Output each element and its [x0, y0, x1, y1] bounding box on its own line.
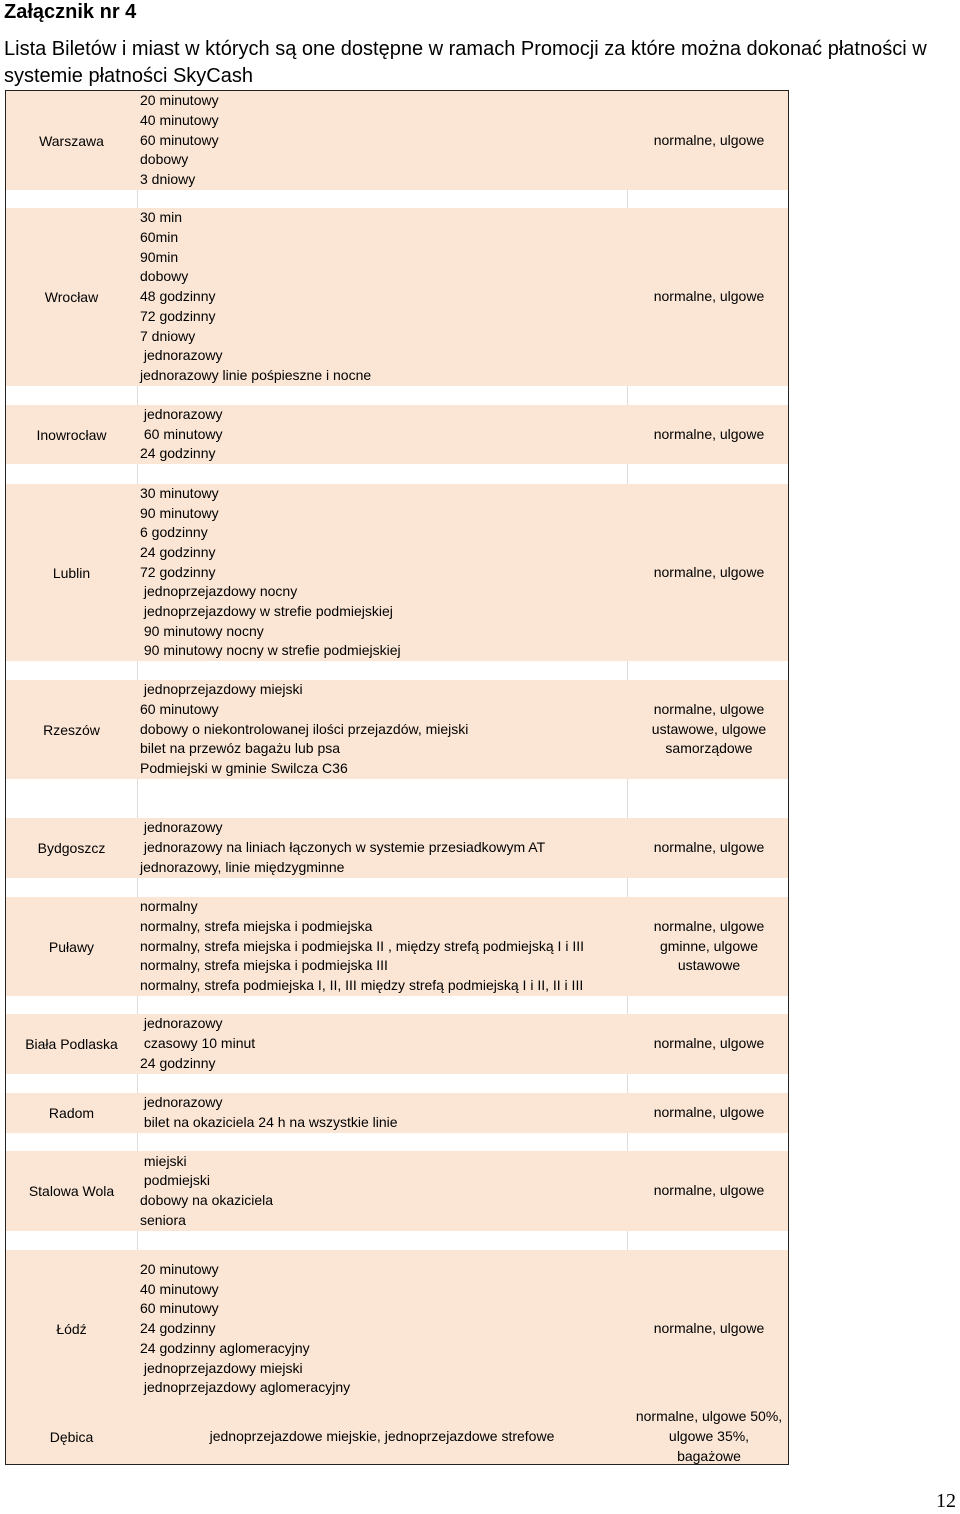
- city-cell: Biała Podlaska: [25, 1036, 118, 1052]
- ticket-item: 72 godzinny: [140, 563, 216, 580]
- ticket-item: normalny, strefa miejska i podmiejska II , między strefą podmiejską I i III: [140, 937, 585, 954]
- tickets-cell: [140, 1093, 630, 1133]
- tickets-cell: [140, 208, 630, 386]
- city-cell: Puławy: [48, 938, 95, 955]
- ticket-type: normalne, ulgowe: [653, 288, 765, 305]
- ticket-types-cell: [628, 405, 789, 464]
- ticket-item: 90 minutowy nocny w strefie podmiejskiej: [140, 642, 401, 659]
- ticket-type: normalne, ulgowe: [653, 425, 765, 442]
- ticket-types-cell: [628, 1151, 789, 1231]
- column-divider: [627, 190, 628, 208]
- ticket-types-cell: [628, 680, 789, 779]
- ticket-item: 24 godzinny aglomeracyjny: [140, 1339, 310, 1356]
- table-row: [6, 405, 789, 464]
- ticket-item: normalny, strefa miejska i podmiejska: [140, 917, 373, 934]
- ticket-item: podmiejski: [140, 1172, 211, 1189]
- ticket-item: 24 godzinny: [140, 1320, 216, 1337]
- city-cell: Bydgoszcz: [37, 840, 106, 856]
- ticket-item: czasowy 10 minut: [140, 1035, 256, 1052]
- ticket-type: bagażowe: [677, 1447, 741, 1464]
- ticket-item: 20 minutowy: [140, 1261, 219, 1278]
- ticket-item: jednorazowy: [140, 1015, 223, 1032]
- ticket-item: 60 minutowy: [140, 1300, 219, 1317]
- column-divider: [137, 1231, 138, 1250]
- table-row: [6, 1408, 789, 1465]
- column-divider: [137, 1133, 138, 1151]
- ticket-item: 30 minutowy: [140, 484, 219, 501]
- city-cell: Inowrocław: [36, 426, 107, 443]
- ticket-item: jednorazowy: [140, 819, 223, 836]
- ticket-item: jednoprzejazdowy w strefie podmiejskiej: [140, 603, 393, 620]
- column-divider: [627, 386, 628, 405]
- row-spacer: [6, 1133, 789, 1151]
- ticket-types-cell: [628, 1093, 789, 1133]
- ticket-item: jednorazowy na liniach łączonych w systemie przesiadkowym AT: [140, 839, 546, 856]
- table-row: [6, 1151, 789, 1231]
- city-cell: Lublin: [52, 564, 91, 581]
- ticket-item: bilet na przewóz bagażu lub psa: [140, 740, 341, 757]
- ticket-item: 24 godzinny: [140, 445, 216, 462]
- ticket-type: ulgowe 35%,: [668, 1428, 750, 1445]
- ticket-type: normalne, ulgowe: [653, 1104, 765, 1121]
- ticket-item: seniora: [140, 1211, 186, 1228]
- row-spacer: [6, 464, 789, 484]
- city-cell: Radom: [48, 1105, 95, 1121]
- ticket-type: normalne, ulgowe: [653, 917, 765, 934]
- ticket-item: 72 godzinny: [140, 307, 216, 324]
- ticket-type: normalne, ulgowe: [653, 131, 765, 148]
- row-spacer: [6, 878, 789, 897]
- table-row: [6, 91, 789, 190]
- ticket-item: 30 min: [140, 209, 183, 226]
- table-row: [6, 1014, 789, 1074]
- ticket-item: 40 minutowy: [140, 1280, 219, 1297]
- ticket-type: normalne, ulgowe: [653, 1035, 765, 1052]
- column-divider: [627, 996, 628, 1014]
- city-cell: Stalowa Wola: [28, 1183, 115, 1199]
- city-cell: Dębica: [49, 1429, 94, 1445]
- ticket-item: dobowy o niekontrolowanej ilości przejazdów, miejski: [140, 720, 469, 737]
- ticket-item: normalny, strefa podmiejska I, II, III między strefą podmiejską I i II, II i III: [140, 977, 584, 994]
- ticket-item: jednoprzejazdowy nocny: [140, 583, 298, 600]
- column-divider: [627, 1231, 628, 1250]
- ticket-item: 60 minutowy: [140, 700, 219, 717]
- row-spacer: [6, 1231, 789, 1250]
- ticket-item: 90 minutowy nocny: [140, 622, 264, 639]
- column-divider: [137, 464, 138, 484]
- ticket-item: jednorazowy: [140, 405, 223, 422]
- tickets-table: [5, 90, 789, 1465]
- ticket-item: 90 minutowy: [140, 504, 219, 521]
- ticket-type: normalne, ulgowe: [653, 700, 765, 717]
- table-row: [6, 1093, 789, 1133]
- ticket-types-cell: [628, 208, 789, 386]
- ticket-item: 6 godzinny: [140, 524, 208, 541]
- row-spacer: [6, 996, 789, 1014]
- ticket-item: 40 minutowy: [140, 111, 219, 128]
- tickets-cell: [140, 897, 630, 996]
- ticket-type: normalne, ulgowe: [653, 1320, 765, 1337]
- ticket-item: 3 dniowy: [140, 171, 196, 188]
- table-row: [6, 484, 789, 661]
- ticket-item: bilet na okaziciela 24 h na wszystkie linie: [140, 1114, 398, 1130]
- table-row: [6, 818, 789, 878]
- column-divider: [627, 878, 628, 897]
- page-number: 12: [936, 1490, 956, 1512]
- column-divider: [627, 1074, 628, 1093]
- ticket-type: normalne, ulgowe: [653, 839, 765, 856]
- ticket-item: jednoprzejazdowy miejski: [140, 1359, 303, 1376]
- row-spacer: [6, 386, 789, 405]
- tickets-cell: [140, 405, 630, 464]
- city-cell: Warszawa: [39, 132, 104, 149]
- table-row: [6, 897, 789, 996]
- tickets-cell: [140, 680, 630, 779]
- ticket-item: miejski: [140, 1152, 187, 1169]
- city-cell: Rzeszów: [43, 721, 100, 738]
- ticket-types-cell: [628, 1408, 789, 1465]
- tickets-cell: [140, 818, 630, 878]
- ticket-item: 90min: [140, 248, 179, 265]
- column-divider: [137, 996, 138, 1014]
- ticket-types-cell: [628, 897, 789, 996]
- ticket-types-cell: [628, 1014, 789, 1074]
- ticket-types-cell: [628, 1250, 789, 1408]
- tickets-cell: [137, 1408, 627, 1465]
- column-divider: [137, 779, 138, 818]
- ticket-type: normalne, ulgowe: [653, 1182, 765, 1199]
- ticket-item: jednoprzejazdowy miejski: [140, 681, 303, 698]
- ticket-item: jednorazowy: [140, 1094, 223, 1111]
- city-cell: Łódź: [56, 1321, 87, 1337]
- ticket-item: normalny, strefa miejska i podmiejska III: [140, 957, 388, 974]
- ticket-types-cell: [628, 91, 789, 190]
- ticket-item: dobowy: [140, 268, 189, 285]
- ticket-type: ustawowe: [677, 957, 741, 974]
- table-row: [6, 208, 789, 386]
- ticket-item: normalny: [140, 898, 198, 915]
- column-divider: [137, 1074, 138, 1093]
- column-divider: [137, 386, 138, 405]
- ticket-types-cell: [628, 484, 789, 661]
- ticket-item: 60 minutowy: [140, 425, 223, 442]
- document-subtitle: Lista Biletów i miast w których są one dostępne w ramach Promocji za które można dokonać płatności w systemie płatności SkyCash: [4, 38, 927, 87]
- ticket-type: normalne, ulgowe: [653, 563, 765, 580]
- ticket-item: 24 godzinny: [140, 543, 216, 560]
- page-title: Załącznik nr 4: [4, 1, 137, 23]
- tickets-cell: [140, 91, 630, 190]
- ticket-item: 60min: [140, 229, 179, 246]
- tickets-cell: [140, 1250, 630, 1408]
- ticket-item: jednorazowy: [140, 347, 223, 364]
- column-divider: [627, 1133, 628, 1151]
- ticket-item: Podmiejski w gminie Swilcza C36: [140, 760, 348, 777]
- column-divider: [627, 464, 628, 484]
- ticket-item: 7 dniowy: [140, 327, 196, 344]
- ticket-item: 24 godzinny: [140, 1054, 216, 1071]
- ticket-type: ustawowe, ulgowe: [651, 720, 767, 737]
- ticket-item: 60 minutowy: [140, 131, 219, 148]
- column-divider: [627, 779, 628, 818]
- ticket-type: gminne, ulgowe: [659, 937, 759, 954]
- row-spacer: [6, 661, 789, 680]
- ticket-item: dobowy: [140, 151, 189, 168]
- tickets-cell: [140, 484, 630, 661]
- ticket-item: dobowy na okaziciela: [140, 1192, 274, 1208]
- column-divider: [137, 190, 138, 208]
- table-row: [6, 680, 789, 779]
- row-spacer: [6, 1074, 789, 1093]
- ticket-item: 20 minutowy: [140, 92, 219, 109]
- column-divider: [137, 878, 138, 897]
- tickets-cell: [140, 1151, 630, 1231]
- ticket-item: jednoprzejazdowe miejskie, jednoprzejazdowe strefowe: [209, 1428, 555, 1445]
- ticket-item: jednorazowy, linie międzygminne: [140, 858, 345, 875]
- ticket-type: samorządowe: [665, 740, 753, 757]
- ticket-types-cell: [628, 818, 789, 878]
- table-row: [6, 1250, 789, 1408]
- ticket-item: jednoprzejazdowy aglomeracyjny: [140, 1379, 351, 1396]
- tickets-cell: [140, 1014, 630, 1074]
- city-cell: Wrocław: [44, 289, 99, 305]
- ticket-type: normalne, ulgowe 50%,: [635, 1408, 783, 1425]
- column-divider: [627, 661, 628, 680]
- row-spacer: [6, 779, 789, 818]
- column-divider: [137, 661, 138, 680]
- row-spacer: [6, 190, 789, 208]
- ticket-item: 48 godzinny: [140, 288, 216, 305]
- ticket-item: jednorazowy linie pośpieszne i nocne: [140, 366, 372, 383]
